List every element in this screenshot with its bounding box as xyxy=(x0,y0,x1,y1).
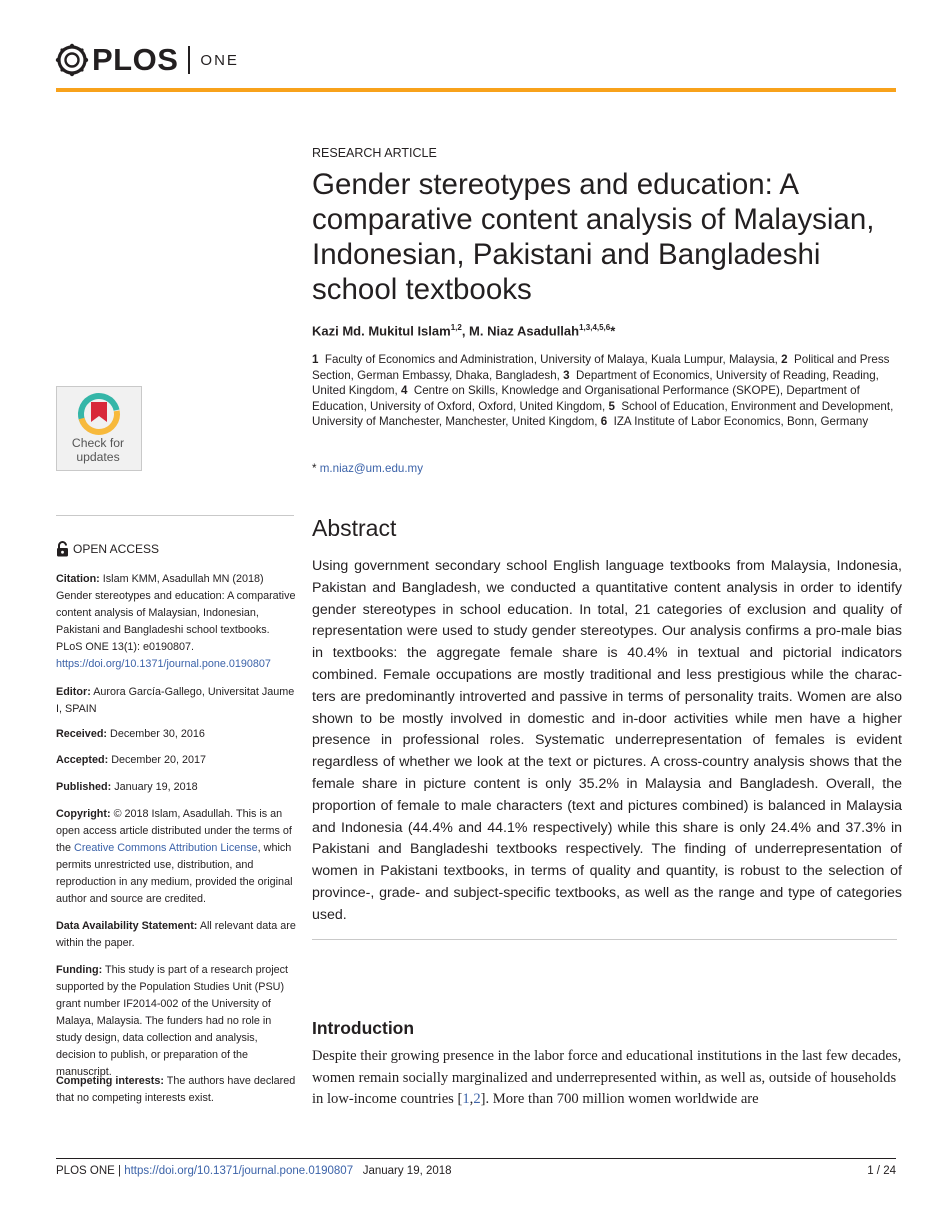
affiliation-text: Centre on Skills, Knowledge and Organisational Performance (SKOPE), Department of Education, University of Oxford, Oxford, United Kingdom, xyxy=(312,384,860,413)
corresponding-prefix: * xyxy=(312,462,317,475)
funding-text: This study is part of a research project supported by the Population Studies Unit (PSU) grant number IF2014-002 of the University of Malaya, Malaysia. The funders had no role in study design, data collection and analysis, decision to publish, or preparation of the manuscript. xyxy=(56,964,289,1078)
copyright-text: © 2018 Islam, Asadullah. This is an open access article distributed under the terms of the xyxy=(56,808,292,854)
affiliation-text: School of Education, Environment and Development, University of Manchester, Manchester, United Kingdom, xyxy=(312,399,894,429)
intro-text-end: ]. More than 700 million women worldwide are xyxy=(480,1091,759,1107)
intro-text-start: Despite their growing presence in the labor force and educational institutions in the last few decades, women remain socially marginalized and underrepresented within, as well as, outside of households in low-income countries [ xyxy=(312,1048,902,1107)
brand-name: PLOS xyxy=(92,42,179,77)
affiliation-text: Faculty of Economics and Administration, University of Malaya, Kuala Lumpur, Malaysia, xyxy=(324,353,778,366)
reference-link[interactable]: 1 xyxy=(462,1091,470,1107)
published-block xyxy=(56,779,296,796)
abstract-heading: Abstract xyxy=(312,515,397,541)
license-link[interactable]: Creative Commons Attribution License xyxy=(74,842,258,854)
received-label: Received: xyxy=(56,728,108,740)
editor-block xyxy=(56,684,296,718)
article-title: Gender stereotypes and education: A comparative content analysis of Malaysian, Indonesian, Pakistani and Bangladeshi school textbooks xyxy=(312,168,875,306)
affiliation-number: 4 xyxy=(400,384,408,398)
accepted-date: December 20, 2017 xyxy=(111,754,207,766)
author-name[interactable]: M. Niaz Asadullah xyxy=(469,323,580,339)
affiliation-number: 6 xyxy=(600,415,608,429)
page-number: 1 / 24 xyxy=(867,1165,896,1177)
copyright-text-end: , which permits unrestricted use, distribution, and reproduction in any medium, provided the original author and source are credited. xyxy=(56,842,293,905)
open-lock-icon xyxy=(56,541,69,557)
page-footer xyxy=(56,1165,452,1177)
citation-label: Citation: xyxy=(56,573,100,585)
check-for-updates-label: Check for updates xyxy=(71,436,125,464)
reference-separator: , xyxy=(469,1091,474,1107)
logo-divider xyxy=(188,46,190,74)
funding-block xyxy=(56,962,296,1081)
accepted-block xyxy=(56,752,296,769)
data-availability-block xyxy=(56,918,296,952)
introduction-text xyxy=(312,1046,902,1111)
affiliation-number: 5 xyxy=(608,399,615,413)
accepted-label: Accepted: xyxy=(56,754,109,766)
sidebar-divider xyxy=(56,515,294,516)
competing-interests-block xyxy=(56,1073,296,1107)
affiliation-number: 1 xyxy=(312,353,319,366)
published-date: January 19, 2018 xyxy=(114,781,198,793)
copyright-block xyxy=(56,806,296,908)
received-block xyxy=(56,726,296,743)
author-affiliation-marks: 1,2 xyxy=(450,323,462,332)
footer-rule xyxy=(56,1158,896,1159)
editor-text: Aurora García-Gallego, Universitat Jaume I, SPAIN xyxy=(56,686,295,715)
author-list: Kazi Md. Mukitul Islam$^{1,2}$, M. Niaz Asadullah$^{1,3,4,5,6}$* xyxy=(312,323,616,339)
affiliation-text: Political and Press Section, German Embassy, Dhaka, Bangladesh, xyxy=(312,353,890,382)
competing-interests-label: Competing interests: xyxy=(56,1075,164,1087)
header-rule xyxy=(56,88,896,92)
reference-link[interactable]: 2 xyxy=(473,1091,481,1107)
abstract-text: Using government secondary school English language textbooks from Malaysia, Indonesia, Pakistan and Bangladesh, we conducted a quantitative content analysis in order to identify gender stereotypes in school education. In total, 21 categories of exclusion and quality of representation were used to study gender stereotypes. Our analysis confirms a pro-male bias in textbooks: the aggregate female share is 40.4% in textual and pictorial indicators combined. Female occupations are mostly traditional and less prestigious while the characters are predominantly introverted and passive in terms of personality traits. Women are also shown to be mostly involved in domestic and in-door activities while men have a higher presence in professional roles. Systematic underrepresentation of females is evident regardless of whether we look at the text or pictures. A cross-country analysis shows that the female share in picture content is only 35.2% in Malaysia and Bangladesh. Overall, the proportion of female to male characters (text and pictures combined) is balanced in Malaysia and Indonesia (44.4% and 44.1% respectively) while this share is only 24.4% and 37.3% in Pakistani and Bangladeshi textbooks respectively. The finding of underrepresentation of women in Pakistani textbooks, in terms of quality and quantity, is robust to the selection of province-, grade- and subject-specific textbooks, as well as the range and type of categories used. xyxy=(312,558,902,923)
competing-interests-text: The authors have declared that no competing interests exist. xyxy=(56,1075,296,1104)
corresponding-author xyxy=(312,462,423,475)
affiliation-text: Department of Economics, University of Reading, Reading, United Kingdom, xyxy=(312,368,879,398)
article-type: RESEARCH ARTICLE xyxy=(312,146,437,160)
footer-journal: PLOS ONE | xyxy=(56,1165,121,1177)
introduction-heading: Introduction xyxy=(312,1018,415,1038)
received-date: December 30, 2016 xyxy=(110,728,205,740)
editor-label: Editor: xyxy=(56,686,91,698)
published-label: Published: xyxy=(56,781,112,793)
affiliations xyxy=(312,352,900,430)
citation-doi-link[interactable]: https://doi.org/10.1371/journal.pone.0190807 xyxy=(56,658,271,670)
copyright-label: Copyright: xyxy=(56,808,111,820)
journal-name: ONE xyxy=(200,51,239,69)
plos-logo-icon xyxy=(55,43,89,77)
data-availability-text: All relevant data are within the paper. xyxy=(56,920,296,949)
open-access-label: OPEN ACCESS xyxy=(73,542,160,556)
author-name[interactable]: Kazi Md. Mukitul Islam xyxy=(312,323,451,339)
corresponding-email-link[interactable]: m.niaz@um.edu.my xyxy=(319,462,424,475)
affiliation-number: 3 xyxy=(563,368,570,382)
corresponding-mark: * xyxy=(610,323,616,339)
abstract-divider xyxy=(312,939,897,940)
affiliation-text: IZA Institute of Labor Economics, Bonn, Germany xyxy=(613,415,869,429)
funding-label: Funding: xyxy=(56,964,103,976)
citation-block xyxy=(56,571,296,673)
data-availability-label: Data Availability Statement: xyxy=(56,920,198,932)
footer-doi-link[interactable]: https://doi.org/10.1371/journal.pone.0190807 xyxy=(124,1165,354,1177)
citation-text: Islam KMM, Asadullah MN (2018) Gender stereotypes and education: A comparative content analysis of Malaysian, Indonesian, Pakistani and Bangladeshi school textbooks. PLoS ONE 13(1): e0190807. xyxy=(56,573,296,653)
affiliation-number: 2 xyxy=(781,353,788,366)
plos-one-logo[interactable] xyxy=(55,40,239,80)
check-for-updates-icon xyxy=(57,387,141,437)
author-affiliation-marks: 1,3,4,5,6 xyxy=(579,323,611,332)
open-access xyxy=(56,541,159,557)
footer-date: January 19, 2018 xyxy=(362,1165,452,1177)
